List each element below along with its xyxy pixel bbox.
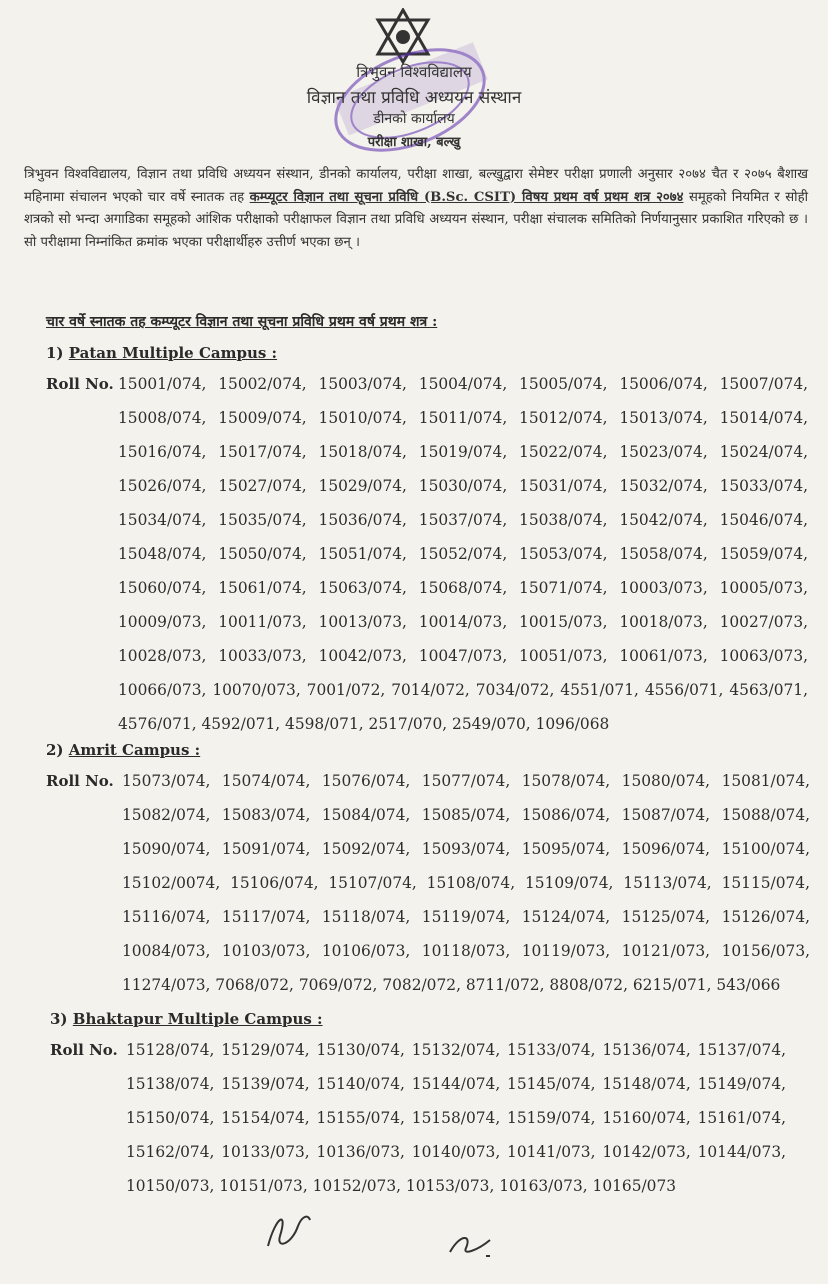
campus-title-bhaktapur: [50, 1010, 323, 1028]
campus-number: 1): [46, 344, 64, 362]
campus-number: 2): [46, 741, 64, 759]
header-institute: विज्ञान तथा प्रविधि अध्ययन संस्थान: [306, 88, 522, 108]
roll-label: Roll No.: [46, 772, 114, 790]
header-dean-office: डीनको कार्यालय: [373, 111, 455, 127]
campus-name: Patan Multiple Campus :: [68, 344, 278, 362]
signature-2-icon: [446, 1228, 500, 1262]
program-subheading: चार वर्षे स्नातक तह कम्प्यूटर विज्ञान तथा सूचना प्रविधि प्रथम वर्ष प्रथम शत्र :: [46, 314, 438, 330]
campus-name: Amrit Campus :: [68, 741, 201, 759]
roll-list-patan: 15001/074, 15002/074, 15003/074, 15004/074, 15005/074, 15006/074, 15007/074, 15008/074, 15009/074, 15010/074, 15011/074, 15012/074, 15013/074, 15014/074, 15016/074, 15017/074, 15018/074, 15019/074, 15022/074, 15023/074, 15024/074, 15026/074, 15027/074, 15029/074, 15030/074, 15031/074, 15032/074, 15033/074, 15034/074, 15035/074, 15036/074, 15037/074, 15038/074, 15042/074, 15046/074, 15048/074, 15050/074, 15051/074, 15052/074, 15053/074, 15058/074, 15059/074, 15060/074, 15061/074, 15063/074, 15068/074, 15071/074, 10003/073, 10005/073, 10009/073, 10011/073, 10013/073, 10014/073, 10015/073, 10018/073, 10027/073, 10028/073, 10033/073, 10042/073, 10047/073, 10051/073, 10061/073, 10063/073, 10066/073, 10070/073, 7001/072, 7014/072, 7034/072, 4551/071, 4556/071, 4563/071, 4576/071, 4592/071, 4598/071, 2517/070, 2549/070, 1096/068: [118, 375, 808, 733]
intro-emphasis: कम्प्यूटर विज्ञान तथा सूचना प्रविधि (B.Sc. CSIT) विषय प्रथम वर्ष प्रथम शत्र २०७४: [249, 189, 684, 205]
campus-number: 3): [50, 1010, 68, 1028]
roll-list-amrit: 15073/074, 15074/074, 15076/074, 15077/074, 15078/074, 15080/074, 15081/074, 15082/074, 15083/074, 15084/074, 15085/074, 15086/074, 15087/074, 15088/074, 15090/074, 15091/074, 15092/074, 15093/074, 15095/074, 15096/074, 15100/074, 15102/0074, 15106/074, 15107/074, 15108/074, 15109/074, 15113/074, 15115/074, 15116/074, 15117/074, 15118/074, 15119/074, 15124/074, 15125/074, 15126/074, 10084/073, 10103/073, 10106/073, 10118/073, 10119/073, 10121/073, 10156/073, 11274/073, 7068/072, 7069/072, 7082/072, 8711/072, 8808/072, 6215/071, 543/066: [122, 772, 810, 994]
intro-part1: त्रिभुवन विश्वविद्यालय, विज्ञान तथा प्रविधि अध्ययन संस्थान, डीनको कार्यालय, परीक्षा शाखा, बल्खुद्वारा सेमेष्टर परीक्षा प्रणाली अनुसार २०७४ चैत र २०७५ बैशाख महिनामा संचालन भएको चार वर्षे स्नातक तह: [24, 167, 808, 205]
header-university: त्रिभुवन विश्वविद्यालय: [356, 63, 472, 81]
intro-paragraph: [24, 164, 808, 254]
signature-1-icon: [258, 1206, 318, 1254]
campus-title-amrit: [46, 741, 200, 759]
campus-name: Bhaktapur Multiple Campus :: [72, 1010, 323, 1028]
roll-label: Roll No.: [50, 1041, 118, 1059]
campus-title-patan: [46, 344, 277, 362]
roll-list-bhaktapur: 15128/074, 15129/074, 15130/074, 15132/074, 15133/074, 15136/074, 15137/074, 15138/074, 15139/074, 15140/074, 15144/074, 15145/074, 15148/074, 15149/074, 15150/074, 15154/074, 15155/074, 15158/074, 15159/074, 15160/074, 15161/074, 15162/074, 10133/073, 10136/073, 10140/073, 10141/073, 10142/073, 10144/073, 10150/073, 10151/073, 10152/073, 10153/073, 10163/073, 10165/073: [126, 1041, 786, 1195]
roll-label: Roll No.: [46, 375, 114, 393]
header-exam-section: परीक्षा शाखा, बल्खु: [367, 135, 461, 150]
intro-part2: समूहको नियमित र सोही शत्रको सो भन्दा अगाडिका समूहको आंशिक परीक्षाको परीक्षाफल विज्ञान तथा प्रविधि अध्ययन संस्थान, परीक्षा संचालक समितिको निर्णयानुसार प्रकाशित गरिएको छ । सो परीक्षामा निम्नांकित क्रमांक भएका परीक्षार्थीहरु उत्तीर्ण भएका छन् ।: [24, 189, 808, 250]
